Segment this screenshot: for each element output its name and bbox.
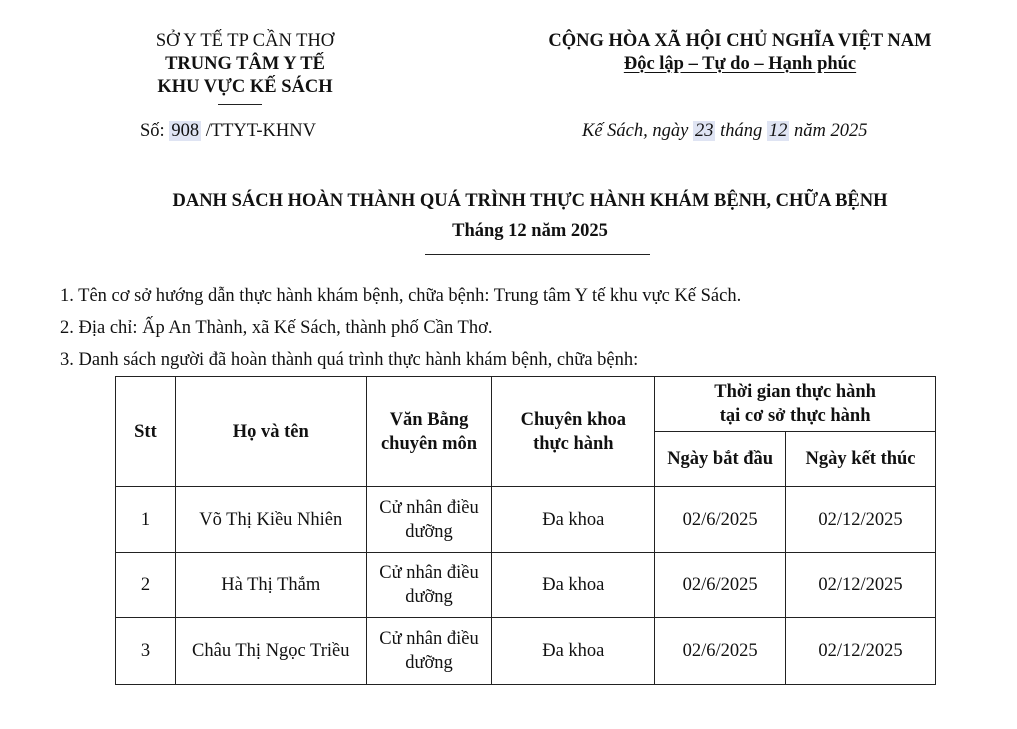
- header-specialty: [492, 377, 655, 487]
- cell-degree-l1: Cử nhân điều: [379, 629, 479, 649]
- cell-degree-l2: dưỡng: [405, 521, 453, 542]
- header-start-date: Ngày bắt đầu: [655, 432, 786, 487]
- date-place: Kế Sách, ngày: [582, 121, 689, 141]
- table-row: [116, 553, 936, 618]
- cell-specialty: Đa khoa: [492, 553, 655, 618]
- cell-degree-l1: Cử nhân điều: [379, 563, 479, 583]
- title-underline: [425, 254, 650, 255]
- header-stt: Stt: [116, 377, 176, 487]
- document-date: [582, 121, 868, 142]
- agency-underline: [218, 104, 262, 105]
- cell-stt: 3: [116, 618, 176, 685]
- date-month-label: tháng: [720, 121, 763, 141]
- cell-name: Võ Thị Kiều Nhiên: [175, 487, 366, 553]
- cell-degree: [366, 618, 492, 685]
- header-specialty-l2: thực hành: [533, 433, 614, 454]
- cell-degree-l2: dưỡng: [405, 653, 453, 673]
- table-row: [116, 618, 936, 685]
- cell-stt: 2: [116, 553, 176, 618]
- header-degree-l2: chuyên môn: [380, 433, 478, 454]
- cell-start-date: 02/6/2025: [655, 618, 786, 685]
- cell-end-date: 02/12/2025: [786, 553, 936, 618]
- header-period-l2: tại cơ sở thực hành: [719, 406, 871, 426]
- cell-start-date: 02/6/2025: [655, 553, 786, 618]
- national-motto-block: [530, 30, 950, 76]
- cell-specialty: Đa khoa: [492, 618, 655, 685]
- motto: Độc lập – Tự do – Hạnh phúc: [623, 54, 857, 74]
- cell-degree: [366, 553, 492, 618]
- agency-name-line2: KHU VỰC KẾ SÁCH: [157, 77, 333, 97]
- paragraph-1: 1. Tên cơ sở hướng dẫn thực hành khám bệnh, chữa bệnh: Trung tâm Y tế khu vực Kế Sách.: [60, 286, 742, 306]
- cell-specialty: Đa khoa: [492, 487, 655, 553]
- issuing-agency-block: [110, 30, 380, 99]
- document-title: [0, 188, 1017, 244]
- paragraph-2: 2. Địa chỉ: Ấp An Thành, xã Kế Sách, thành phố Cần Thơ.: [60, 318, 493, 338]
- country-name: CỘNG HÒA XÃ HỘI CHỦ NGHĨA VIỆT NAM: [548, 31, 932, 51]
- agency-parent: SỞ Y TẾ TP CẦN THƠ: [155, 31, 335, 51]
- date-day[interactable]: 23: [694, 121, 714, 141]
- cell-end-date: 02/12/2025: [786, 487, 936, 553]
- header-period-l1: Thời gian thực hành: [714, 382, 876, 402]
- cell-start-date: 02/6/2025: [655, 487, 786, 553]
- cell-degree-l2: dưỡng: [405, 587, 453, 607]
- header-name: Họ và tên: [175, 377, 366, 487]
- cell-degree: [366, 487, 492, 553]
- cell-name: Hà Thị Thắm: [175, 553, 366, 618]
- cell-stt: 1: [116, 487, 176, 553]
- table-row: [116, 487, 936, 553]
- title-subtitle: Tháng 12 năm 2025: [452, 221, 608, 241]
- cell-name: Châu Thị Ngọc Triều: [175, 618, 366, 685]
- header-end-date: Ngày kết thúc: [786, 432, 936, 487]
- header-specialty-l1: Chuyên khoa: [520, 409, 627, 430]
- number-suffix: /TTYT-KHNV: [205, 121, 316, 141]
- date-month[interactable]: 12: [768, 121, 788, 141]
- header-degree: [366, 377, 492, 487]
- cell-degree-l1: Cử nhân điều: [379, 497, 479, 518]
- practitioner-table: [115, 376, 936, 685]
- header-period: [655, 377, 936, 432]
- date-year: năm 2025: [794, 121, 868, 141]
- document-number: [140, 121, 316, 142]
- number-value[interactable]: 908: [171, 121, 200, 141]
- number-label: Số:: [140, 121, 165, 141]
- title-main: DANH SÁCH HOÀN THÀNH QUÁ TRÌNH THỰC HÀNH KHÁM BỆNH, CHỮA BỆNH: [172, 191, 888, 211]
- header-degree-l1: Văn Bằng: [389, 409, 469, 430]
- agency-name: TRUNG TÂM Y TẾ: [165, 54, 325, 74]
- cell-end-date: 02/12/2025: [786, 618, 936, 685]
- paragraph-3: 3. Danh sách người đã hoàn thành quá trình thực hành khám bệnh, chữa bệnh:: [60, 350, 639, 370]
